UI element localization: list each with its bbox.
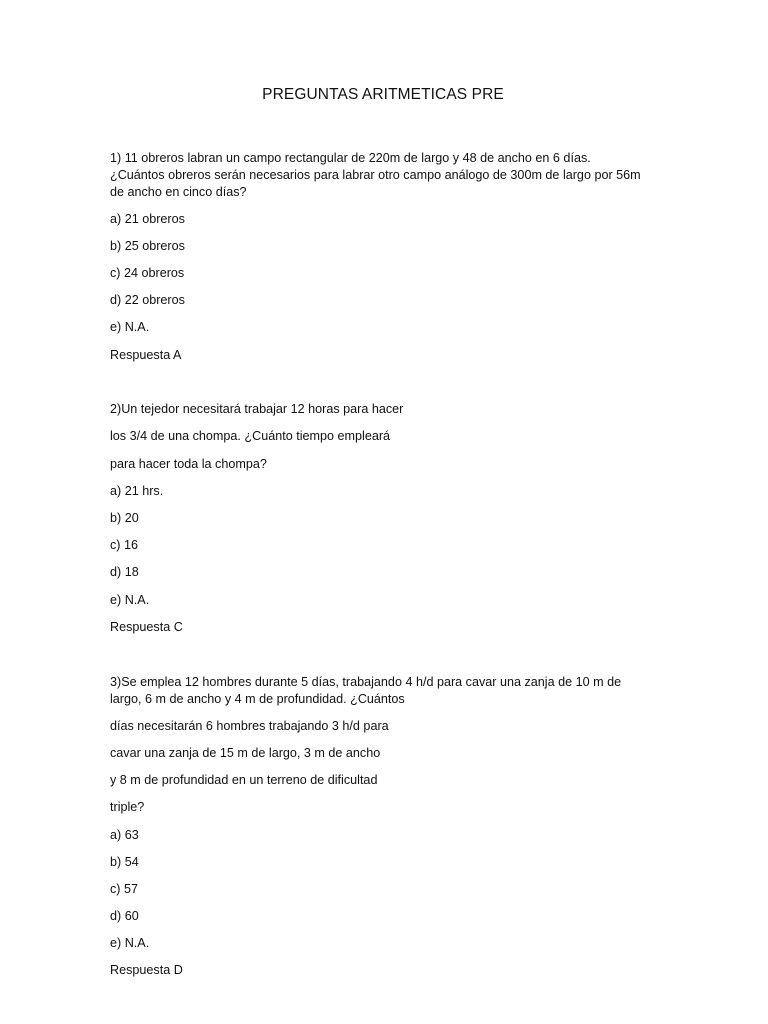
question-2-option-d: d) 18 bbox=[110, 565, 139, 579]
question-2-line-2: los 3/4 de una chompa. ¿Cuánto tiempo empleará bbox=[110, 429, 391, 443]
question-1-line-3: de ancho en cinco días? bbox=[110, 185, 247, 199]
question-3-answer: Respuesta D bbox=[110, 963, 183, 977]
question-2-answer: Respuesta C bbox=[110, 620, 183, 634]
question-2-line-1: 2)Un tejedor necesitará trabajar 12 horas para hacer bbox=[110, 402, 404, 416]
question-1-option-e: e) N.A. bbox=[110, 320, 150, 334]
question-1-option-a: a) 21 obreros bbox=[110, 212, 185, 226]
question-3-line-5: y 8 m de profundidad en un terreno de dificultad bbox=[110, 773, 378, 787]
question-3-option-e: e) N.A. bbox=[110, 936, 150, 950]
question-3-option-a: a) 63 bbox=[110, 828, 139, 842]
question-3-line-3: días necesitarán 6 hombres trabajando 3 h/d para bbox=[110, 719, 389, 733]
question-3-option-c: c) 57 bbox=[110, 882, 138, 896]
question-1-option-b: b) 25 obreros bbox=[110, 239, 185, 253]
question-3-option-d: d) 60 bbox=[110, 909, 139, 923]
question-1-option-d: d) 22 obreros bbox=[110, 293, 185, 307]
question-2-line-3: para hacer toda la chompa? bbox=[110, 457, 267, 471]
question-3-option-b: b) 54 bbox=[110, 855, 139, 869]
question-1-answer: Respuesta A bbox=[110, 348, 182, 362]
question-3-line-1: 3)Se emplea 12 hombres durante 5 días, trabajando 4 h/d para cavar una zanja de 10 m de bbox=[110, 675, 622, 689]
question-1-line-2: ¿Cuántos obreros serán necesarios para labrar otro campo análogo de 300m de largo por 56m bbox=[110, 168, 641, 182]
question-2-option-c: c) 16 bbox=[110, 538, 138, 552]
question-2-option-a: a) 21 hrs. bbox=[110, 484, 164, 498]
question-2-option-b: b) 20 bbox=[110, 511, 139, 525]
question-3-line-2: largo, 6 m de ancho y 4 m de profundidad. ¿Cuántos bbox=[110, 692, 405, 706]
document-title: PREGUNTAS ARITMETICAS PRE bbox=[262, 86, 504, 103]
question-1-line-1: 1) 11 obreros labran un campo rectangular de 220m de largo y 48 de ancho en 6 días. bbox=[110, 151, 591, 165]
question-1-option-c: c) 24 obreros bbox=[110, 266, 185, 280]
question-2-option-e: e) N.A. bbox=[110, 593, 150, 607]
question-3-line-6: triple? bbox=[110, 800, 145, 814]
question-3-line-4: cavar una zanja de 15 m de largo, 3 m de ancho bbox=[110, 746, 381, 760]
